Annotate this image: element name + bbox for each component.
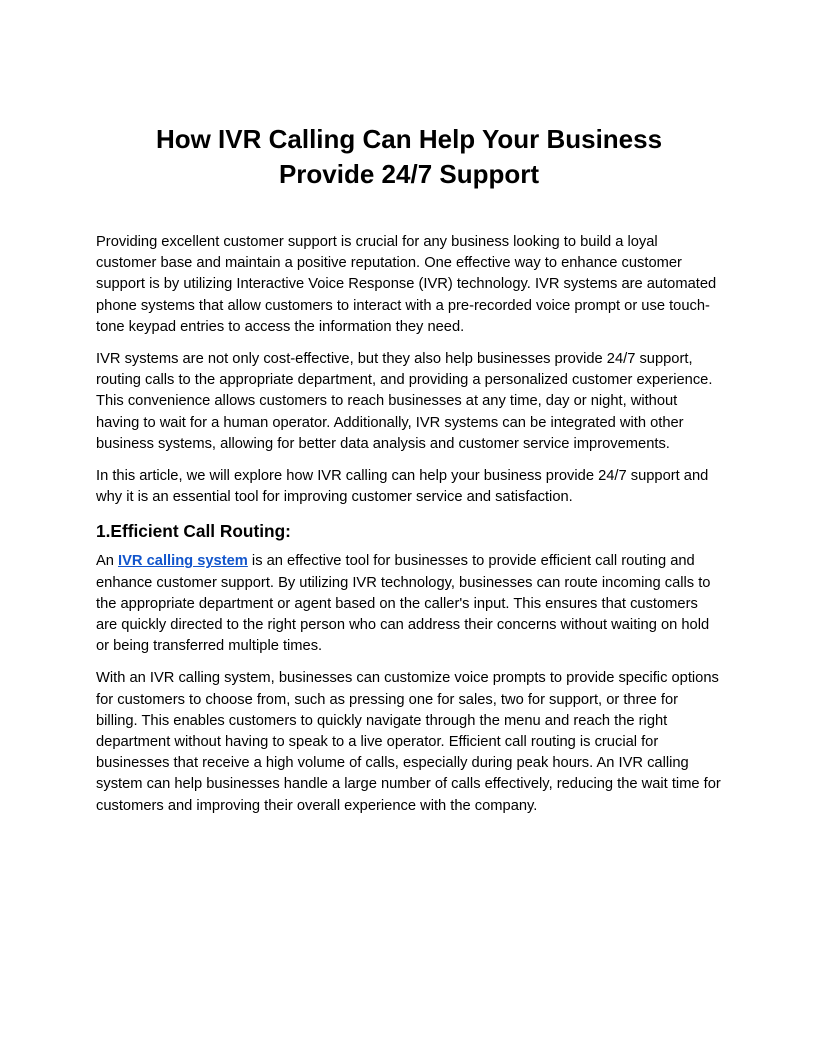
intro-paragraph-2: IVR systems are not only cost-effective, but they also help businesses provide 24/7 support, routing calls to the appropriate department, and providing a personalized customer experience. This convenience allows customers to reach businesses at any time, day or night, without having to wait for a human operator. Additionally, IVR systems can be integrated with other business systems, allowing for better data analysis and customer service improvements. — [96, 351, 713, 452]
ivr-calling-system-link[interactable]: IVR calling system — [118, 553, 248, 570]
paragraph-text: An — [96, 553, 119, 570]
section-heading-call-routing: 1.Efficient Call Routing: — [96, 521, 291, 542]
document-body — [96, 232, 722, 817]
paragraph-text: is an effective tool for businesses to provide efficient call routing and enhance customer support. By utilizing IVR technology, businesses can route incoming calls to the appropriate department or agent based on the caller's input. This ensures that customers are quickly directed to the right person who can address their concerns without waiting on hold or being transferred multiple times. — [96, 553, 711, 655]
intro-paragraph-1: Providing excellent customer support is crucial for any business looking to build a loyal customer base and maintain a positive reputation. One effective way to enhance customer support is by utilizing Interactive Voice Response (IVR) technology. IVR systems are automated phone systems that allow customers to interact with a pre-recorded voice prompt or use touch-tone keypad entries to access the information they need. — [96, 234, 717, 335]
title-line-1: How IVR Calling Can Help Your Business — [155, 124, 663, 154]
intro-paragraph-3: In this article, we will explore how IVR calling can help your business provide 24/7 support and why it is an essential tool for improving customer service and satisfaction. — [96, 468, 709, 506]
title-line-2: Provide 24/7 Support — [278, 159, 540, 189]
document-page — [96, 120, 722, 828]
call-routing-paragraph-2: With an IVR calling system, businesses can customize voice prompts to provide specific options for customers to choose from, such as pressing one for sales, two for support, or three for billing. This enables customers to quickly navigate through the menu and reach the right department without having to speak to a live operator. Efficient call routing is crucial for businesses that receive a high volume of calls, especially during peak hours. An IVR calling system can help businesses handle a large number of calls effectively, reducing the wait time for customers and improving their overall experience with the company. — [96, 670, 721, 814]
call-routing-paragraph-1 — [96, 551, 722, 657]
document-title — [96, 120, 722, 192]
